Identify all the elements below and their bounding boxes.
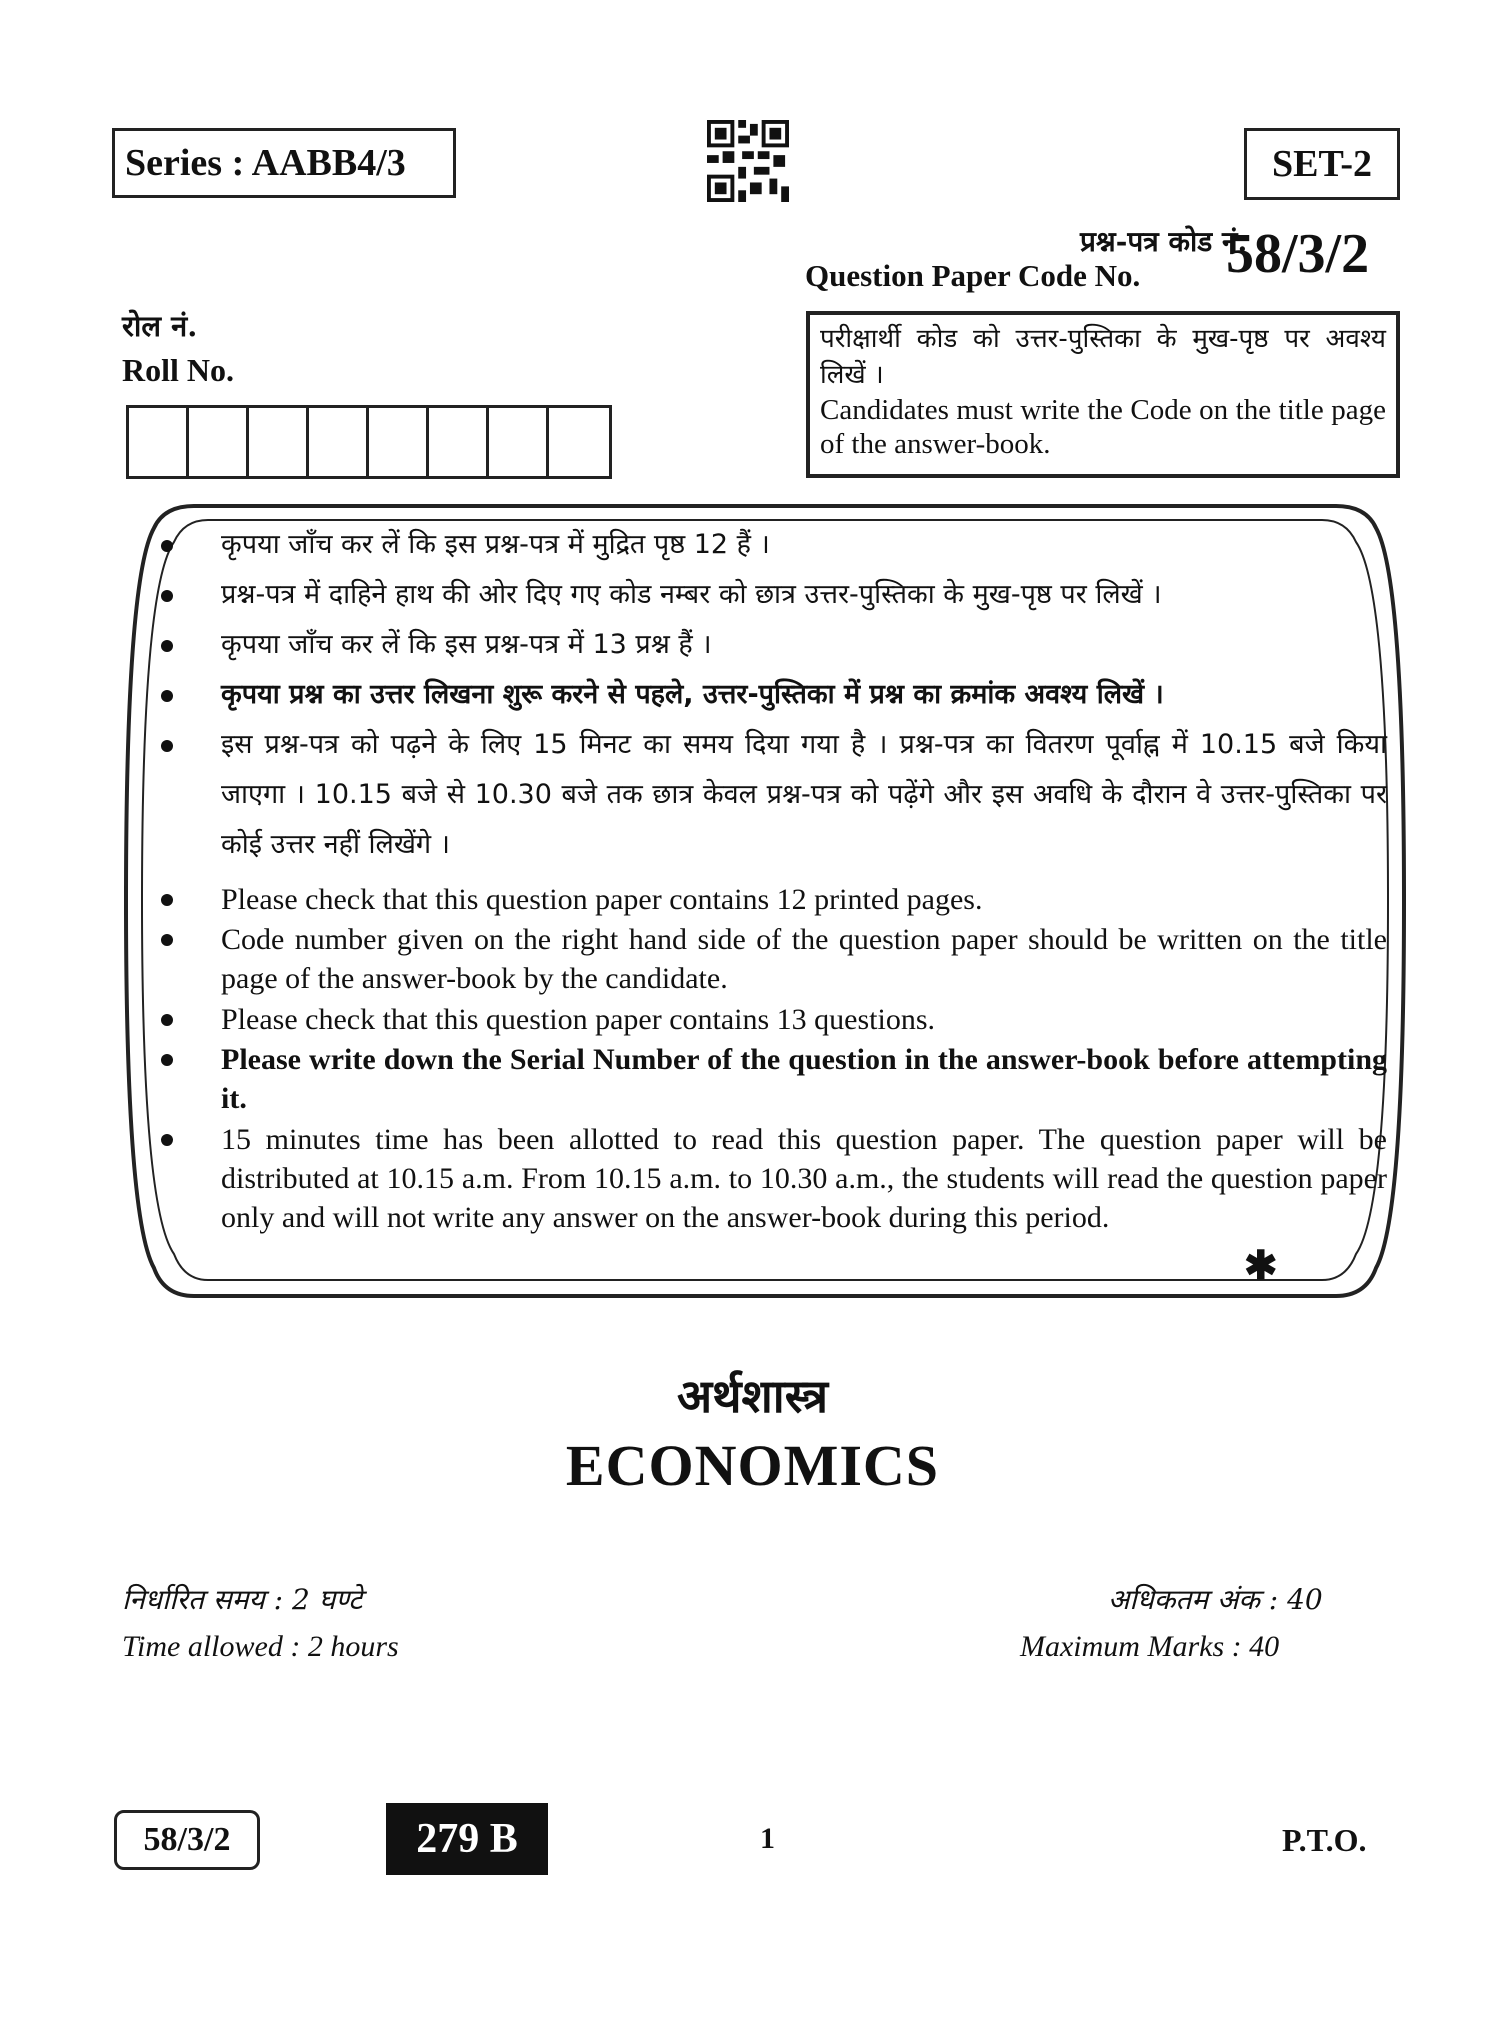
star-mark: ✱ (1244, 1242, 1278, 1289)
candidate-note-box (806, 311, 1400, 478)
page-number: 1 (760, 1822, 775, 1855)
paper-code-label-hindi: प्रश्न-पत्र कोड नं. (1080, 225, 1248, 258)
roll-number-cell[interactable] (429, 408, 489, 476)
candidate-note-english: Candidates must write the Code on the title page of the answer-book. (820, 394, 1386, 460)
roll-number-cell[interactable] (369, 408, 429, 476)
subject-title-hindi: अर्थशास्त्र (676, 1369, 829, 1423)
roll-number-cell[interactable] (489, 408, 549, 476)
pto-label: P.T.O. (1282, 1822, 1367, 1858)
roll-number-cell[interactable] (549, 408, 609, 476)
roll-number-cell[interactable] (189, 408, 249, 476)
roll-number-cell[interactable] (129, 408, 189, 476)
max-marks-hindi: अधिकतम अंक : 40 (1108, 1583, 1323, 1616)
roll-number-grid[interactable] (126, 405, 612, 479)
subject-title-english: ECONOMICS (565, 1433, 940, 1498)
roll-number-cell[interactable] (309, 408, 369, 476)
qr-code-icon (707, 120, 789, 202)
series-label: Series : AABB4/3 (112, 128, 456, 198)
time-allowed-english: Time allowed : 2 hours (122, 1630, 399, 1663)
roll-label-hindi: रोल नं. (122, 309, 198, 343)
footer-paper-code: 58/3/2 (114, 1810, 260, 1870)
roll-label-english: Roll No. (122, 352, 234, 388)
paper-code-number: 58/3/2 (1226, 223, 1370, 285)
time-allowed-hindi: निर्धारित समय : 2 घण्टे (122, 1583, 363, 1616)
roll-number-cell[interactable] (249, 408, 309, 476)
set-label: SET-2 (1244, 128, 1400, 200)
max-marks-english: Maximum Marks : 40 (1020, 1630, 1280, 1663)
paper-code-label-english: Question Paper Code No. (805, 258, 1141, 293)
footer-set-label: 279 B (386, 1803, 548, 1875)
candidate-note-hindi: परीक्षार्थी कोड को उत्तर-पुस्तिका के मुख-पृष्ठ पर अवश्य लिखें । (820, 324, 1386, 390)
